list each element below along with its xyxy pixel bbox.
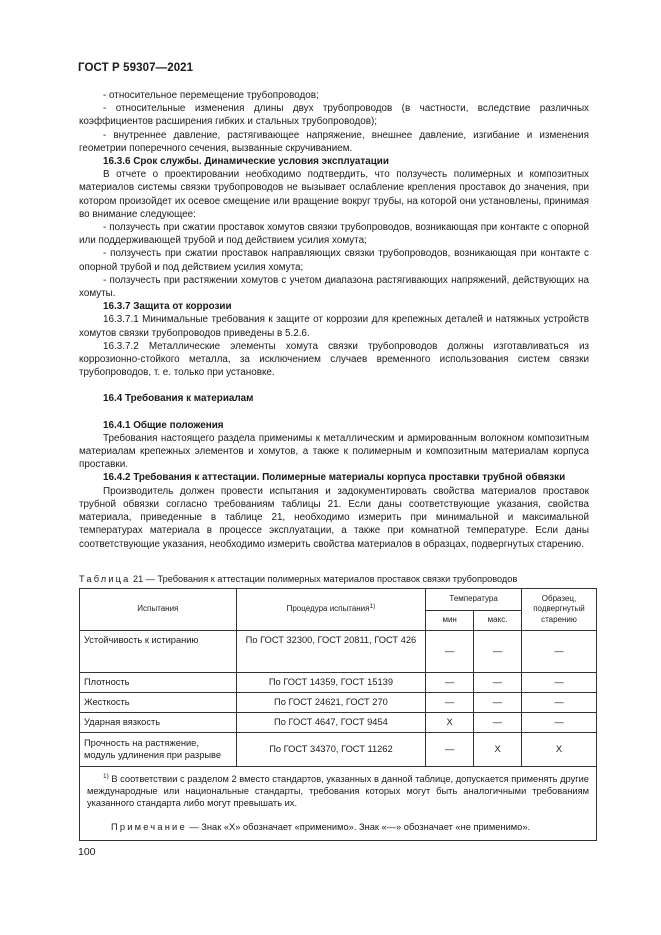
header-max: макс. [474,611,522,631]
document-header: ГОСТ Р 59307—2021 [78,62,194,74]
main-content [79,89,589,551]
cell-aged: — [522,713,597,733]
table-footnote: $^{1)}$ В соответствии с разделом 2 вместо стандартов, указанных в данной таблице, допускается применять другие международные или национальные стандарты, требования которых могут быть аналогичными требованиям указанного стандарта либо могут превышать их. [87,773,589,809]
table-caption [79,573,599,585]
cell-aged: — [522,673,597,693]
cell-test: Жесткость [80,693,237,713]
requirements-table [79,588,597,841]
cell-min: — [426,631,474,673]
section-heading-16-4: 16.4 Требования к материалам [103,393,254,405]
cell-max: — [474,713,522,733]
cell-min: — [426,673,474,693]
cell-aged: — [522,693,597,713]
cell-min: X [426,713,474,733]
cell-test: Ударная вязкость [80,713,237,733]
section-heading-16-4-1: 16.4.1 Общие положения [103,419,224,431]
list-item: - относительное перемещение трубопроводов; [103,90,319,101]
cell-aged: — [522,631,597,673]
paragraph: 16.3.7.2 Металлические элементы хомута связки трубопроводов должны изготавливаться из коррозионно-стойкого металла, за исключением случаев временного использования систем связки трубопроводов, т. е. только при установке. [79,340,589,379]
cell-procedure: По ГОСТ 14359, ГОСТ 15139 [236,673,426,693]
cell-procedure: По ГОСТ 24621, ГОСТ 270 [236,693,426,713]
cell-max: — [474,693,522,713]
table-notes [80,767,597,841]
cell-max: — [474,673,522,693]
cell-procedure: По ГОСТ 32300, ГОСТ 20811, ГОСТ 426 [236,631,426,673]
paragraph: 16.3.7.1 Минимальные требования к защите от коррозии для крепежных деталей и натяжных устройств хомутов связки трубопроводов приведены в 5.2.6. [79,314,589,339]
table-caption-text: 21 — Требования к аттестации полимерных материалов проставок связки трубопроводов [133,574,518,584]
list-item: - ползучесть при растяжении хомутов с учетом диапазона растягивающих напряжений, действующих на хомуты. [79,274,589,300]
cell-max: — [474,631,522,673]
cell-test: Прочность на растяжение, модуль удлинения при разрыве [80,733,237,767]
table-row [80,733,597,767]
paragraph: Производитель должен провести испытания и задокументировать свойства материалов проставок трубной обвязки согласно требованиям таблицы 21. Если даны соответствующие указания, свойства материала, приведенные в таблице 21, необходимо измерить при минимальной и максимальной температурах материала в процессе эксплуатации, а также при комнатной температуре. Если даны соответствующие указания, необходимо измерить свойства материалов в образцах, подвергнутых старению. [79,485,589,550]
header-aged: Образец, подвергнутый старению [522,589,597,631]
table-row [80,673,597,693]
table-row [80,693,597,713]
header-min: мин [426,611,474,631]
cell-aged: X [522,733,597,767]
table-caption-prefix: Таблица [79,574,131,584]
page-number: 100 [78,846,96,858]
table-row [80,713,597,733]
cell-procedure: По ГОСТ 4647, ГОСТ 9454 [236,713,426,733]
cell-test: Плотность [80,673,237,693]
cell-procedure: По ГОСТ 34370, ГОСТ 11262 [236,733,426,767]
table-note: Примечание — Знак «X» обозначает «применимо». Знак «—» обозначает «не применимо». [111,821,531,832]
header-procedure: Процедура испытания$^{1)}$ [236,589,426,631]
header-test: Испытания [80,589,237,631]
section-heading-16-4-2: 16.4.2 Требования к аттестации. Полимерные материалы корпуса проставки трубной обвязки [103,472,566,484]
header-temperature: Температура [426,589,522,611]
list-item: - относительные изменения длины двух трубопроводов (в частности, вследствие различных коэффициентов расширения гибких и стальных трубопроводов); [79,103,589,128]
paragraph: В отчете о проектировании необходимо подтвердить, что ползучесть полимерных и композитных материалов системы связки трубопроводов не вызывает ослабление крепления проставок до значения, при котором произойдет их осевое смещение или вращение вокруг трубы, на которой они установлены, принимая во внимание следующее: [79,169,589,220]
section-heading-16-3-7: 16.3.7 Защита от коррозии [103,301,232,313]
list-item: - ползучесть при сжатии проставок направляющих связки трубопроводов, возникающая при контакте с опорной трубой и под действием усилия хомута; [79,248,589,273]
list-item: - внутреннее давление, растягивающее напряжение, внешнее давление, изгибание и изменения геометрии поперечного сечения, вызванные скручиванием. [79,129,589,154]
section-heading-16-3-6: 16.3.6 Срок службы. Динамические условия эксплуатации [103,156,389,168]
cell-max: X [474,733,522,767]
paragraph: Требования настоящего раздела применимы к металлическим и армированным волокном композитным материалам крепежных элементов и хомутов, а также к полимерным и композитным материалам корпуса проставки. [79,432,589,471]
cell-min: — [426,733,474,767]
list-item: - ползучесть при сжатии проставок хомутов связки трубопроводов, возникающая при контакте с опорной или поддерживающей трубой и под действием усилия хомута; [79,222,589,247]
cell-test: Устойчивость к истиранию [80,631,237,673]
table-row [80,631,597,673]
cell-min: — [426,693,474,713]
